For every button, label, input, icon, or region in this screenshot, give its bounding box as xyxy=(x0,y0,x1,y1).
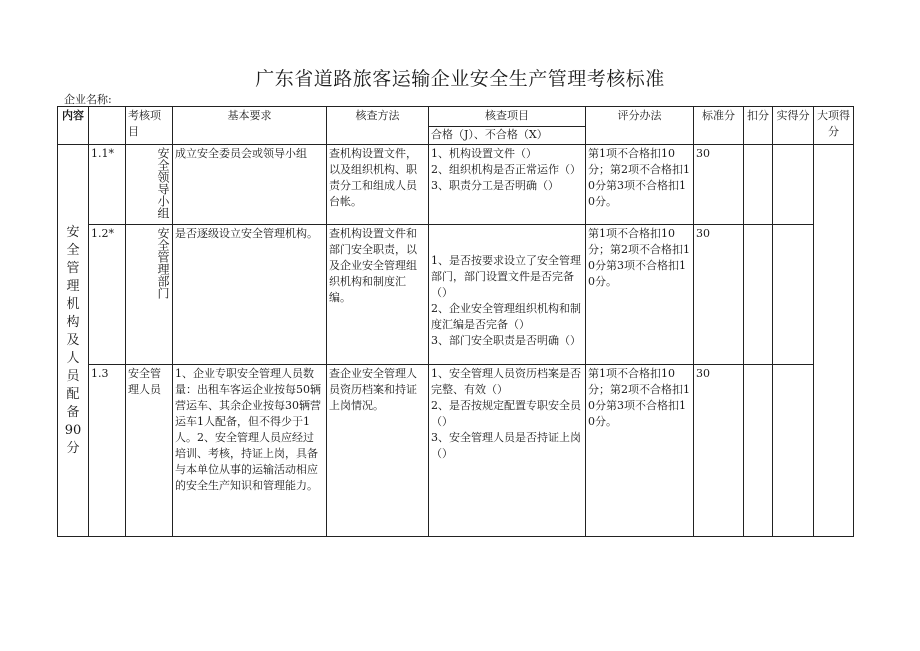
major-score xyxy=(814,145,854,537)
row-item: 安全管理人员 xyxy=(126,365,173,537)
row-scoring: 第1项不合格扣10分；第2项不合格扣10分第3项不合格扣10分。 xyxy=(586,225,694,365)
org-name-label: 企业名称: xyxy=(64,93,112,106)
row-method: 查机构设置文件和部门安全职责，以及企业安全管理组织机构和制度汇编。 xyxy=(327,225,429,365)
header-item: 考核项目 xyxy=(126,107,173,145)
row-standard: 30 xyxy=(694,145,744,225)
row-basic: 1、企业专职安全管理人员数量：出租车客运企业按每50辆营运车、其余企业按每30辆营运车1人配备，但不得少于1人。2、安全管理人员应经过培训、考核，持证上岗，具备与本单位从事的运输活动相应的安全生产知识和管理能力。 xyxy=(173,365,327,537)
row-standard: 30 xyxy=(694,365,744,537)
header-check xyxy=(429,107,586,145)
row-actual xyxy=(773,145,814,225)
row-basic: 是否逐级设立安全管理机构。 xyxy=(173,225,327,365)
row-number: 1.3 xyxy=(89,365,126,537)
row-number: 1.2* xyxy=(89,225,126,365)
row-number: 1.1* xyxy=(89,145,126,225)
document-title: 广东省道路旅客运输企业安全生产管理考核标准 xyxy=(255,68,665,90)
header-check-sub: 合格（J）、不合格（X） xyxy=(429,126,585,143)
header-row xyxy=(58,107,854,145)
row-standard: 30 xyxy=(694,225,744,365)
row-item: 安全管理部门 xyxy=(126,225,173,365)
header-deduct: 扣分 xyxy=(744,107,773,145)
header-actual: 实得分 xyxy=(773,107,814,145)
row-basic: 成立安全委员会或领导小组 xyxy=(173,145,327,225)
section-label: 安全管理机构及人员配备90分 xyxy=(58,145,89,537)
header-content: 内容 xyxy=(58,107,89,145)
header-major: 大项得分 xyxy=(814,107,854,145)
row-scoring: 第1项不合格扣10分；第2项不合格扣10分第3项不合格扣10分。 xyxy=(586,365,694,537)
row-check: 1、是否按要求设立了安全管理部门，部门设置文件是否完备（） 2、企业安全管理组织机构和制度汇编是否完备（） 3、部门安全职责是否明确（） xyxy=(429,225,586,365)
row-deduct xyxy=(744,365,773,537)
row-deduct xyxy=(744,225,773,365)
header-blank xyxy=(89,107,126,145)
table-row xyxy=(58,145,854,225)
assessment-table xyxy=(57,106,854,537)
row-check: 1、机构设置文件（） 2、组织机构是否正常运作（） 3、职责分工是否明确（） xyxy=(429,145,586,225)
row-item: 安全领导小组 xyxy=(126,145,173,225)
table-row xyxy=(58,365,854,537)
row-method: 查企业安全管理人员资历档案和持证上岗情况。 xyxy=(327,365,429,537)
row-check: 1、安全管理人员资历档案是否完整、有效（） 2、是否按规定配置专职安全员（） 3、安全管理人员是否持证上岗（） xyxy=(429,365,586,537)
row-deduct xyxy=(744,145,773,225)
row-actual xyxy=(773,365,814,537)
table-row xyxy=(58,225,854,365)
header-basic: 基本要求 xyxy=(173,107,327,145)
header-scoring: 评分办法 xyxy=(586,107,694,145)
row-scoring: 第1项不合格扣10分；第2项不合格扣10分第3项不合格扣10分。 xyxy=(586,145,694,225)
row-actual xyxy=(773,225,814,365)
header-check-label: 核查项目 xyxy=(485,109,529,122)
row-method: 查机构设置文件，以及组织机构、职责分工和组成人员台帐。 xyxy=(327,145,429,225)
header-standard: 标准分 xyxy=(694,107,744,145)
header-method: 核查方法 xyxy=(327,107,429,145)
